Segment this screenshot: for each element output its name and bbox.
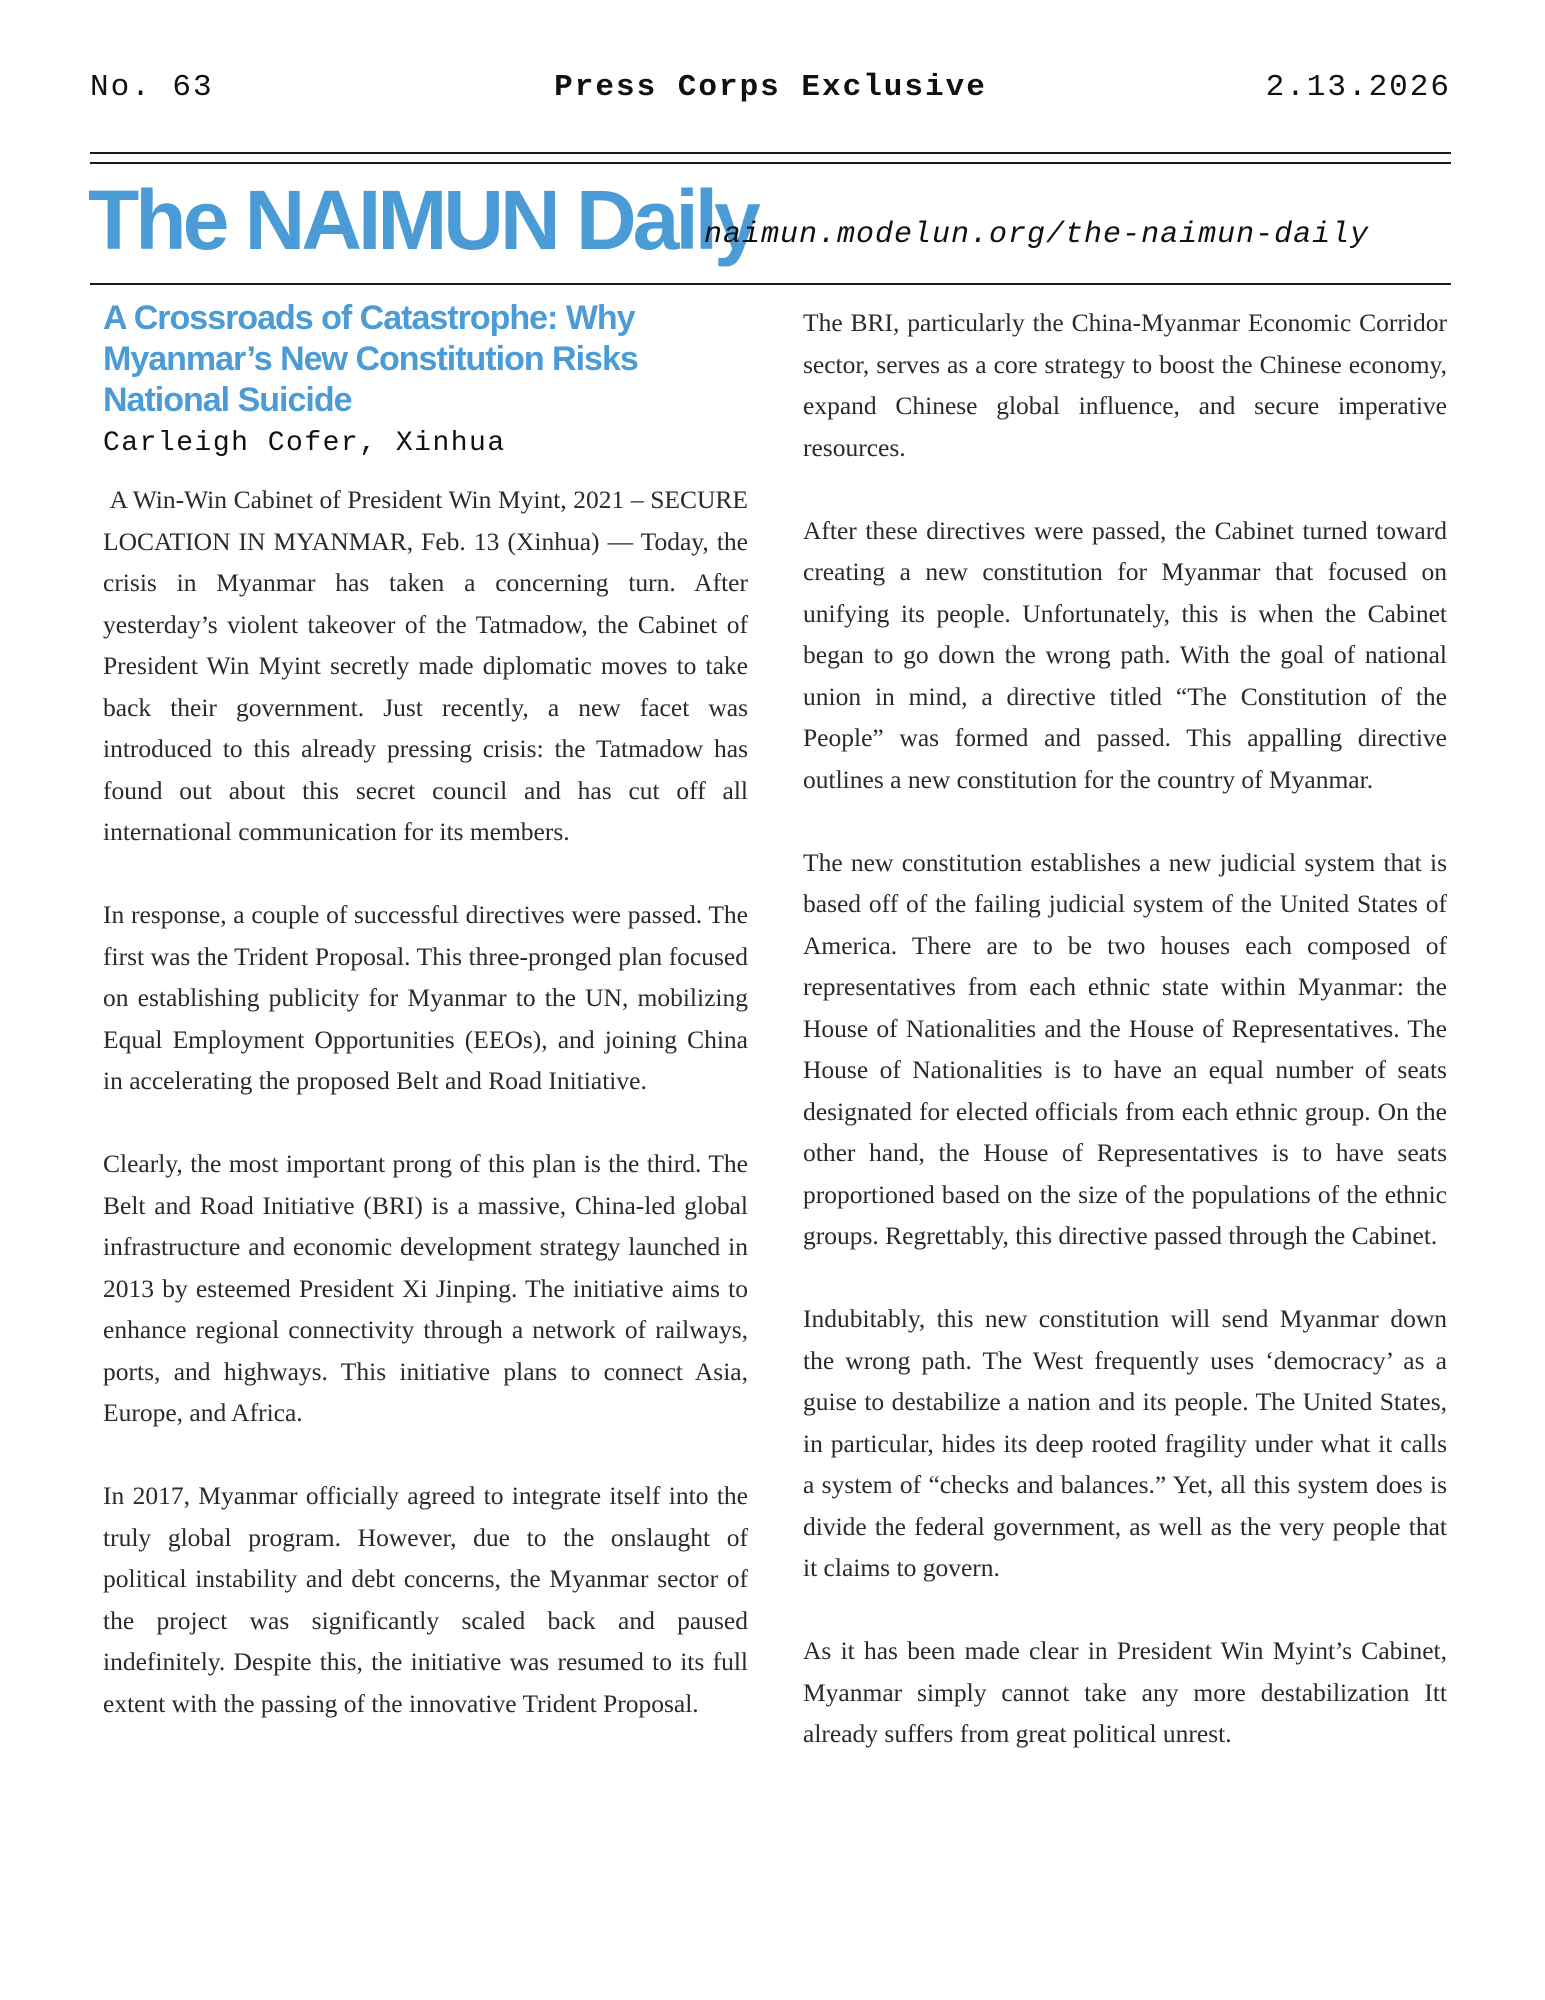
article-paragraph: The new constitution establishes a new judicial system that is based off of the failing judicial system of the United States of America. There are to be two houses each composed of representatives from each ethnic state within Myanmar: the House of Nationalities and the House of Representatives. The House of Nationalities is to have an equal number of seats designated for elected officials from each ethnic group. On the other hand, the House of Representatives is to have seats proportioned based on the size of the populations of the ethnic groups. Regrettably, this directive passed through the Cabinet. [803,847,1447,1250]
article-column-left [103,298,755,1724]
newspaper-title: The NAIMUN Daily [88,173,757,267]
article-byline: Carleigh Cofer, Xinhua [103,428,506,459]
masthead [88,173,1451,278]
article-paragraph: A Win-Win Cabinet of President Win Myint, 2021 – SECURE LOCATION IN MYANMAR, Feb. 13 (Xinhua) — Today, the crisis in Myanmar has taken a concerning turn. After yesterday’s violent takeover of the Tatmadow, the Cabinet of President Win Myint secretly made diplomatic moves to take back their government. Just recently, a new facet was introduced to this already pressing crisis: the Tatmadow has found out about this secret council and has cut off all international communication for its members. [103,485,755,846]
article-paragraph: Indubitably, this new constitution will send Myanmar down the wrong path. The West frequently uses ‘democracy’ as a guise to destabilize a nation and its people. The United States, in particular, hides its deep rooted fragility under what it calls a system of “checks and balances.” Yet, all this system does is divide the federal government, as well as the very people that it claims to govern. [803,1304,1447,1582]
article-paragraph: As it has been made clear in President Win Myint’s Cabinet, Myanmar simply cannot take any more destabilization Itt already suffers from great political unrest. [803,1636,1447,1748]
article-headline: A Crossroads of Catastrophe: Why Myanmar’s New Constitution Risks National Suicide [103,299,638,419]
article-paragraph: In 2017, Myanmar officially agreed to integrate itself into the truly global program. However, due to the onslaught of political instability and debt concerns, the Myanmar sector of the project was significantly scaled back and paused indefinitely. Despite this, the initiative was resumed to its full extent with the passing of the innovative Trident Proposal. [103,1481,748,1718]
top-rule-1 [90,152,1451,154]
masthead-url[interactable]: naimun.modelun.org/the-naimun-daily [704,218,1370,252]
section-label: Press Corps Exclusive [554,70,987,105]
article-paragraph: Clearly, the most important prong of this plan is the third. The Belt and Road Initiative (BRI) is a massive, China-led global infrastructure and economic development strategy launched in 2013 by esteemed President Xi Jinping. The initiative aims to enhance regional connectivity through a network of railways, ports, and highways. This initiative plans to connect Asia, Europe, and Africa. [103,1149,748,1427]
masthead-rule [90,283,1451,285]
top-bar [90,70,1451,114]
article-paragraph: In response, a couple of successful directives were passed. The first was the Trident Proposal. This three-pronged plan focused on establishing publicity for Myanmar to the UN, mobilizing Equal Employment Opportunities (EEOs), and joining China in accelerating the proposed Belt and Road Initiative. [103,900,748,1095]
article-column-right [803,302,1447,1755]
issue-number: No. 63 [90,70,214,105]
issue-date: 2.13.2026 [1265,70,1451,105]
top-rule-2 [90,162,1451,164]
article-paragraph: The BRI, particularly the China-Myanmar Economic Corridor sector, serves as a core strategy to boost the Chinese economy, expand Chinese global influence, and secure imperative resources. [803,308,1447,462]
article-paragraph: After these directives were passed, the Cabinet turned toward creating a new constitution for Myanmar that focused on unifying its people. Unfortunately, this is when the Cabinet began to go down the wrong path. With the goal of national union in mind, a directive titled “The Constitution of the People” was formed and passed. This appalling directive outlines a new constitution for the country of Myanmar. [803,515,1447,794]
